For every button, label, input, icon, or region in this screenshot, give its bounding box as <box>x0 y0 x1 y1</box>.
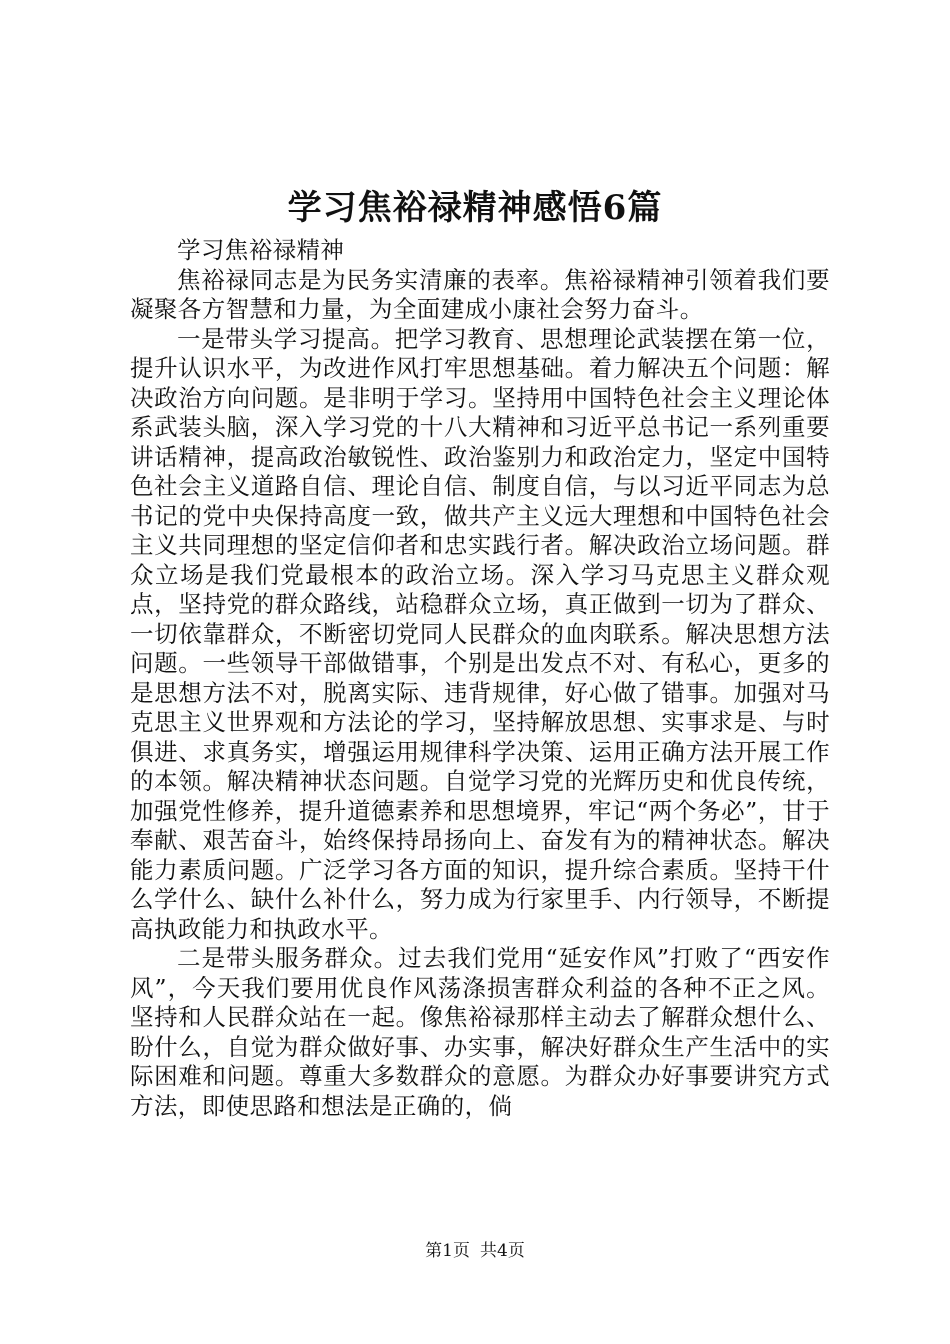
paragraph: 二是带头服务群众。过去我们党用“延安作风”打败了“西安作风”，今天我们要用优良作风荡涤损害群众利益的各种不正之风。坚持和人民群众站在一起。像焦裕禄那样主动去了解群众想什么、盼什么，自觉为群众做好事、办实事，解决好群众生产生活中的实际困难和问题。尊重大多数群众的意愿。为群众办好事要讲究方式方法，即使思路和想法是正确的，倘 <box>130 944 830 1120</box>
document-subtitle: 学习焦裕禄精神 <box>177 236 345 264</box>
page-total: 共4页 <box>480 1241 525 1261</box>
paragraph: 一是带头学习提高。把学习教育、思想理论武装摆在第一位，提升认识水平，为改进作风打牢思想基础。着力解决五个问题：解决政治方向问题。是非明于学习。坚持用中国特色社会主义理论体系武装头脑，深入学习党的十八大精神和习近平总书记一系列重要讲话精神，提高政治敏锐性、政治鉴别力和政治定力，坚定中国特色社会主义道路自信、理论自信、制度自信，与以习近平同志为总书记的党中央保持高度一致，做共产主义远大理想和中国特色社会主义共同理想的坚定信仰者和忠实践行者。解决政治立场问题。群众立场是我们党最根本的政治立场。深入学习马克思主义群众观点，坚持党的群众路线，站稳群众立场，真正做到一切为了群众、一切依靠群众，不断密切党同人民群众的血肉联系。解决思想方法问题。一些领导干部做错事，个别是出发点不对、有私心，更多的是思想方法不对，脱离实际、违背规律，好心做了错事。加强对马克思主义世界观和方法论的学习，坚持解放思想、实事求是、与时俱进、求真务实，增强运用规律科学决策、运用正确方法开展工作的本领。解决精神状态问题。自觉学习党的光辉历史和优良传统，加强党性修养，提升道德素养和思想境界，牢记“两个务必”，甘于奉献、艰苦奋斗，始终保持昂扬向上、奋发有为的精神状态。解决能力素质问题。广泛学习各方面的知识，提升综合素质。坚持干什么学什么、缺什么补什么，努力成为行家里手、内行领导，不断提高执政能力和执政水平。 <box>130 324 830 943</box>
paragraph: 焦裕禄同志是为民务实清廉的表率。焦裕禄精神引领着我们要凝聚各方智慧和力量，为全面建成小康社会努力奋斗。 <box>130 265 830 323</box>
document-body <box>130 236 830 1121</box>
document-title: 学习焦裕禄精神感悟6篇 <box>287 188 663 228</box>
page-number: 第1页 <box>425 1241 470 1261</box>
page-footer <box>0 1239 950 1263</box>
